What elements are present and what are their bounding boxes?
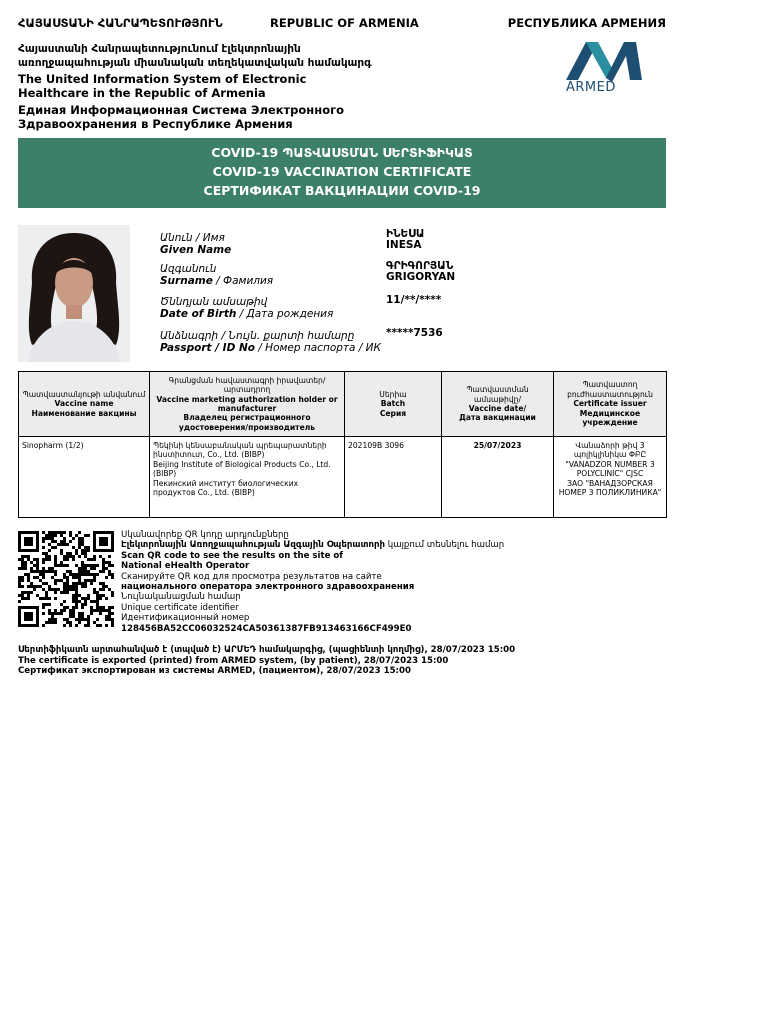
surname-label: Ազգանուն Surname / Фамилия [160,263,274,287]
col-date: Պատվաստման ամսաթիվը/ Vaccine date/ Дата вакцинации [442,372,554,437]
given-name-value: ԻՆԵՍԱ INESA [386,228,425,251]
certificate-title-banner [18,138,666,208]
dob-label: Ծննդյան ամսաթիվ Date of Birth / Дата рождения [160,296,334,320]
col-holder: Գրանցման հավաստագրի իրավատեր/ արտադրող Vaccine marketing authorization holder or manufacturer Владелец регистрационного удостоверения/производитель [150,372,345,437]
cell-holder: Պեկինի կենսաբանական պրեպարատների ինստիտուտ, Co., Ltd. (BIBP) Beijing Institute of Biological Products Co., Ltd. (BIBP) Пекинский институт биологических продуктов Co., Ltd. (BIBP) [150,437,345,518]
title-am: COVID-19 ՊԱՏՎԱՍՏՄԱՆ ՍԵՐՏԻՖԻԿԱՏ [211,145,473,160]
qr-instructions: Սկանավորեք QR կոդը արդյունքները Էլեկտրոնային Առողջապահության Ազգային Օպերատորի կայքում տեսնելու համար Scan QR code to see the results on the site of National eHealth Operator Сканируйте QR код для просмотра результатов на сайте национального оператора электронного здравоохранения Նույնականացման համար Unique certificate identifier Идентификационный номер 128456BA52CC06032524CA50361387FB913463166CF499E0 [121,530,505,634]
system-name-ru: Единая Информационная Система Электронного Здравоохранения в Республике Армения [18,103,344,131]
system-name-am: Հայաստանի Հանրապետությունում էլեկտրոնային առողջապահության միասնական տեղեկատվական համակարգ [18,43,372,69]
title-en: COVID-19 VACCINATION CERTIFICATE [212,164,472,179]
country-header [18,16,666,30]
surname-value: ԳՐԻԳՈՐՅԱՆ GRIGORYAN [386,260,456,283]
passport-value: *****7536 [386,327,443,339]
dob-value: 11/**/**** [386,294,442,306]
qr-code[interactable] [18,531,114,627]
passport-label: Անձնագրի / Նույն. քարտի համարը Passport / ID No / Номер паспорта / ИК [160,330,381,354]
logo-text: ARMED [566,80,616,95]
col-issuer: Պատվաստող բուժհաստատություն Certificate issuer Медицинское учреждение [554,372,667,437]
country-en: REPUBLIC OF ARMENIA [270,16,419,30]
armed-logo [560,38,646,96]
country-am: ՀԱՅԱՍՏԱՆԻ ՀԱՆՐԱՊԵՏՈՒԹՅՈՒՆ [18,16,223,30]
cell-date: 25/07/2023 [442,437,554,518]
vaccination-table [18,371,667,518]
cell-batch: 202109B 3096 [345,437,442,518]
table-row [19,437,667,518]
holder-photo [18,225,130,362]
given-name-label: Անուն / Имя Given Name [160,232,232,256]
country-ru: РЕСПУБЛИКА АРМЕНИЯ [507,16,666,30]
col-batch: Սերիա Batch Серия [345,372,442,437]
cell-issuer: Վանաձորի թիվ 3 պոլիկլինիկա ՓԲԸ "VANADZOR NUMBER 3 POLYCLINIC" CJSC ЗАО "ВАНАДЗОРСКАЯ НОМЕР 3 ПОЛИКЛИНИКА" [554,437,667,518]
certificate-uid: 128456BA52CC06032524CA50361387FB913463166CF499E0 [121,623,412,634]
system-name-en: The United Information System of Electronic Healthcare in the Republic of Armenia [18,72,307,100]
col-vaccine-name: Պատվաստանյութի անվանում Vaccine name Наименование вакцины [19,372,150,437]
table-header-row [19,372,667,437]
cell-vaccine: Sinopharm (1/2) [19,437,150,518]
title-ru: СЕРТИФИКАТ ВАКЦИНАЦИИ COVID-19 [203,183,481,198]
export-note: Սերտիֆիկատն արտահանված է (տպված է) ԱՐՄԵԴ համակարգից, (պացիենտի կողմից), 28/07/2023 15:00 The certificate is exported (printed) from ARMED system, (by patient), 28/07/2023 15:00 Сертификат экспортирован из системы ARMED, (пациентом), 28/07/2023 15:00 [18,645,516,677]
